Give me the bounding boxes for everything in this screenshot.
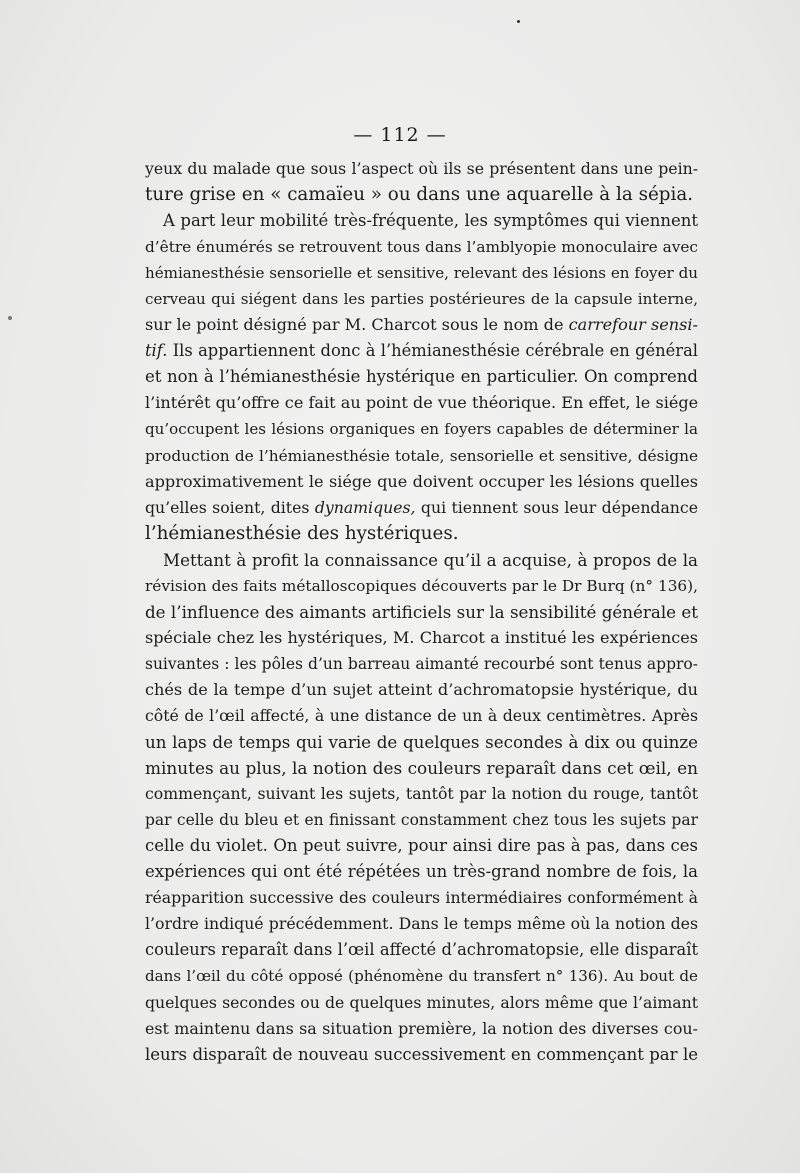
text-line: un laps de temps qui varie de quelques secondes à dix ou quinze [145,732,698,753]
text-line: et non à l’hémianesthésie hystérique en particulier. On comprend [145,367,698,387]
text-line-mixed [145,495,698,521]
text-line: minutes au plus, la notion des couleurs reparaît dans cet œil, en [145,758,698,779]
text-line: production de l’hémianesthésie totale, sensorielle et sensitive, désigne [145,446,698,465]
text-line: qu’occupent les lésions organiques en foyers capables de déterminer la [145,420,698,439]
text-line: cerveau qui siégent dans les parties postérieures de la capsule interne, [145,290,698,309]
text-line: leurs disparaît de nouveau successivement en commençant par le [145,1044,698,1064]
text-line: quelques secondes ou de quelques minutes, alors même que l’aimant [145,992,698,1012]
text-segment: sur le point désigné par M. Charcot sous le nom de [145,315,569,335]
ink-speck [517,20,520,23]
text-segment: qu’elles soient, dites [145,497,315,517]
text-line: révision des faits métalloscopiques découverts par le Dr Burq (n° 136), [145,576,698,595]
text-line: côté de l’œil affecté, à une distance de un à deux centimètres. Après [145,705,698,725]
text-line-mixed [145,312,698,338]
text-line: A part leur mobilité très-fréquente, les symptômes qui viennent [163,211,698,231]
text-line: expériences qui ont été répétées un très-grand nombre de fois, la [145,862,698,882]
text-line-mixed [145,338,698,364]
italic-term: carrefour sensi- [568,315,698,335]
text-line: l’hémianesthésie des hystériques. [145,522,459,544]
text-segment: qui tiennent sous leur dépendance [415,497,698,517]
text-line: réapparition successive des couleurs intermédiaires conformément à [145,888,698,908]
text-line: Mettant à profit la connaissance qu’il a acquise, à propos de la [163,549,698,570]
text-line: l’intérêt qu’offre ce fait au point de vue théorique. En effet, le siége [145,393,698,413]
ink-speck [8,316,12,320]
text-line: commençant, suivant les sujets, tantôt par la notion du rouge, tantôt [145,784,698,804]
text-line: celle du violet. On peut suivre, pour ainsi dire pas à pas, dans ces [145,836,698,856]
italic-term: tif. [145,341,168,361]
text-line: hémianesthésie sensorielle et sensitive, relevant des lésions en foyer du [145,264,698,283]
text-line: d’être énumérés se retrouvent tous dans l’amblyopie monoculaire avec [145,238,698,257]
text-line: yeux du malade que sous l’aspect où ils se présentent dans une pein- [145,159,698,178]
text-line: chés de la tempe d’un sujet atteint d’achromatopsie hystérique, du [145,679,698,699]
text-line: couleurs reparaît dans l’œil affecté d’achromatopsie, elle disparaît [145,940,698,960]
text-line: par celle du bleu et en finissant constamment chez tous les sujets par [145,811,698,830]
text-line: dans l’œil du côté opposé (phénomène du transfert n° 136). Au bout de [145,967,698,986]
text-line: suivantes : les pôles d’un barreau aimanté recourbé sont tenus appro- [145,654,698,673]
text-line: spéciale chez les hystériques, M. Charcot a institué les expériences [145,627,698,647]
text-line: ture grise en « camaïeu » ou dans une aquarelle à la sépia. [145,184,694,206]
italic-term: dynamiques, [314,497,416,517]
text-line: est maintenu dans sa situation première, la notion des diverses cou- [145,1018,698,1038]
body-text [145,156,698,1068]
text-segment: Ils appartiennent donc à l’hémianesthésie cérébrale en général [167,341,698,361]
text-line: approximativement le siége que doivent occuper les lésions quelles [145,471,698,491]
page-number: — 112 — [353,124,447,146]
text-line: l’ordre indiqué précédemment. Dans le temps même où la notion des [145,914,698,934]
text-line: de l’influence des aimants artificiels sur la sensibilité générale et [145,601,698,622]
